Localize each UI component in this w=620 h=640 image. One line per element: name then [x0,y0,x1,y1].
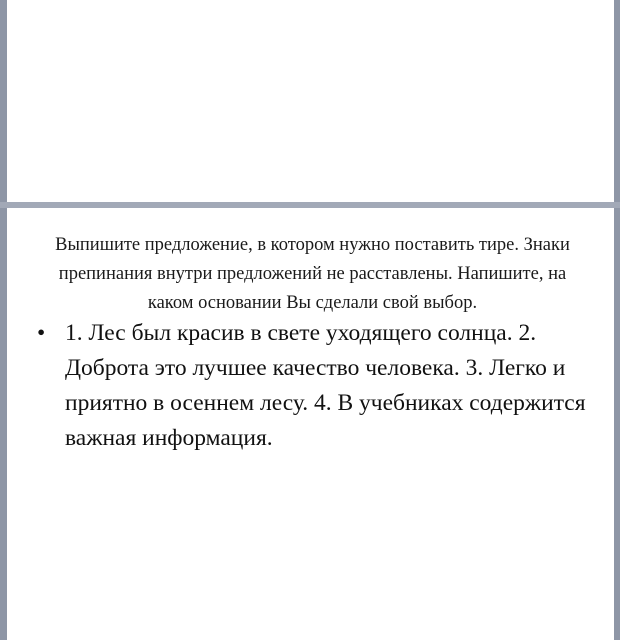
question-text: Выпишите предложение, в котором нужно поставить тире. Знаки препинания внутри предложений не расставлены. Напишите, на каком основании Вы сделали свой выбор. [55,235,570,313]
left-border [0,0,7,640]
right-border [614,0,620,640]
bullet-marker: • [37,320,46,346]
horizontal-divider [0,202,620,208]
blank-area [7,0,614,202]
sentences-text: 1. Лес был красив в свете уходящего солнца. 2. Доброта это лучшее качество человека. 3. Легко и приятно в осеннем лесу. 4. В учебниках содержится важная информация. [65,320,586,451]
